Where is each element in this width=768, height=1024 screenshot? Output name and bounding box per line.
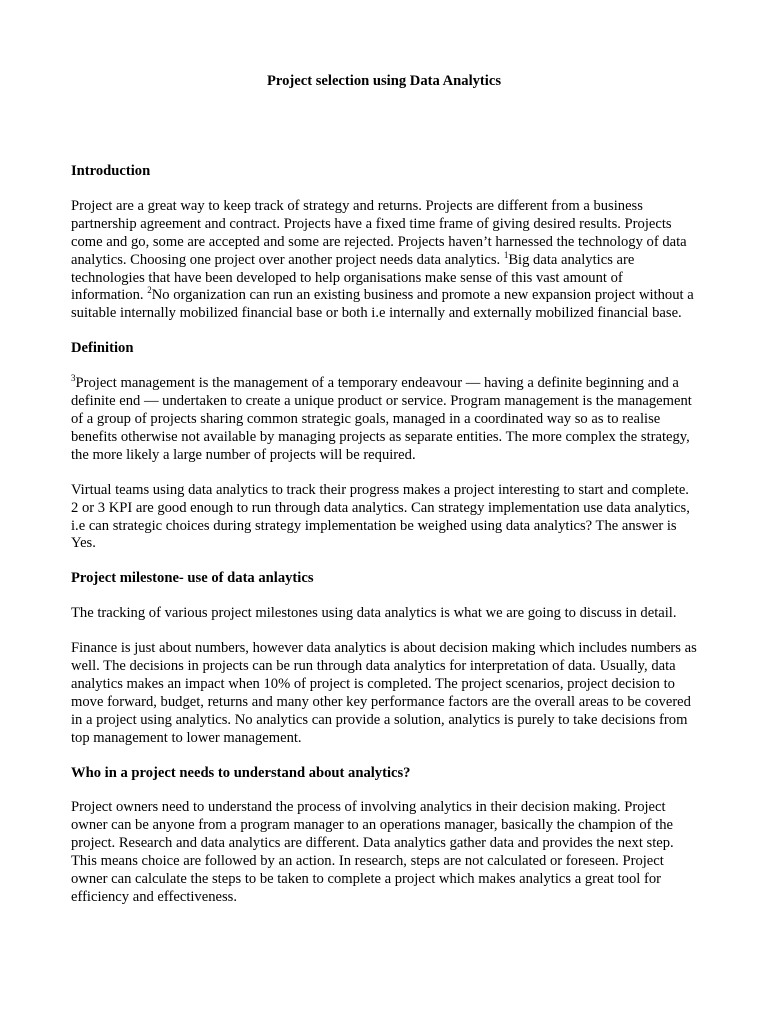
introduction-paragraph (71, 198, 698, 323)
intro-text-c: No organization can run an existing business and promote a new expansion project without a suitable internally mobilized financial base or both i.e internally and externally mobilized financial base. (71, 287, 694, 322)
definition-text: Project management is the management of a temporary endeavour — having a definite beginning and a definite end — undertaken to create a unique product or service. Program management is the management of a group of projects sharing common strategic goals, managed in a coordinated way so as to realise benefits otherwise not available by managing projects as separate entities. The more complex the strategy, the more likely a large number of projects will be required. (71, 375, 692, 463)
definition-paragraph-2: Virtual teams using data analytics to track their progress makes a project interesting to start and complete. 2 or 3 KPI are good enough to run through data analytics. Can strategy implementation use data analytics, i.e can strategic choices during strategy implementation be weighed using data analytics? The answer is Yes. (71, 481, 690, 552)
milestone-paragraph-2: Finance is just about numbers, however data analytics is about decision making which includes numbers as well. The decisions in projects can be run through data analytics for interpretation of data. Usually, data analytics makes an impact when 10% of project is completed. The project scenarios, project decision to move forward, budget, returns and many other key performance factors are the overall areas to be covered in a project using analytics. No analytics can provide a solution, analytics is purely to take decisions from top management to lower management. (71, 640, 697, 746)
section-heading-who: Who in a project needs to understand about analytics? (71, 764, 411, 781)
definition-paragraph-1 (71, 375, 698, 465)
footnote-ref-3: 3 (71, 373, 76, 384)
intro-text-a: Project are a great way to keep track of strategy and returns. Projects are different from a business partnership agreement and contract. Projects have a fixed time frame of giving desired results. Projects come and go, some are accepted and some are rejected. Projects haven’t harnessed the technology of data analytics. Choosing one project over another project needs data analytics. (71, 197, 687, 268)
who-paragraph-1: Project owners need to understand the process of involving analytics in their decision making. Project owner can be anyone from a program manager to an operations manager, basically the champion of the project. Research and data analytics are different. Data analytics gather data and provides the next step. This means choice are followed by an action. In research, steps are not calculated or foreseen. Project owner can calculate the steps to be taken to complete a project which makes analytics a great tool for efficiency and effectiveness. (71, 799, 674, 905)
footnote-ref-1: 1 (503, 249, 509, 260)
intro-text-b: Big data analytics are technologies that have been developed to help organisations make sense of this vast amount of information. (71, 251, 635, 304)
milestone-paragraph-1: The tracking of various project milestones using data analytics is what we are going to discuss in detail. (71, 605, 677, 622)
document-title: Project selection using Data Analytics (266, 73, 501, 89)
footnote-ref-2: 2 (147, 285, 152, 296)
section-heading-milestone: Project milestone- use of data anlaytics (71, 570, 314, 587)
section-heading-definition: Definition (71, 340, 134, 357)
document-body (71, 163, 698, 907)
section-heading-introduction: Introduction (71, 163, 151, 179)
